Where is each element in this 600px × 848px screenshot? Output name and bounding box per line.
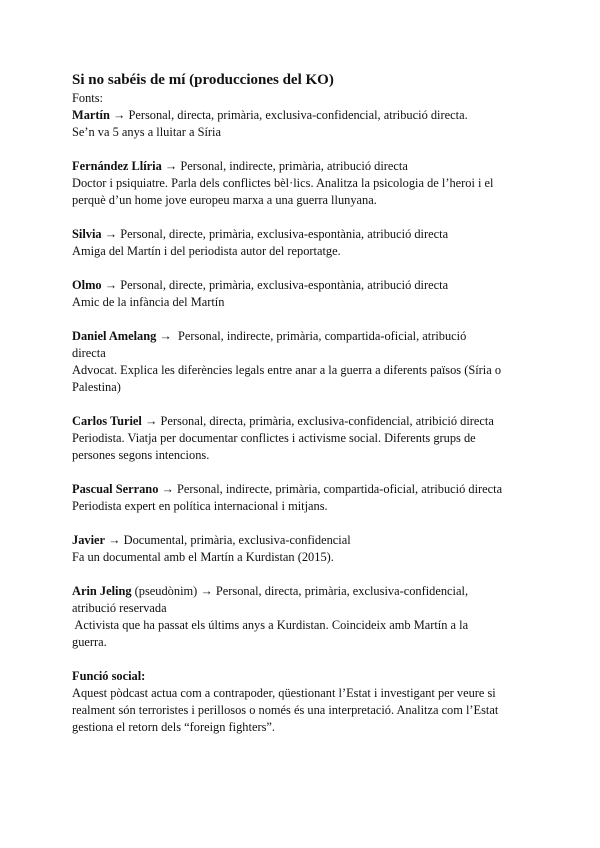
source-description: perquè d’un home jove europeu marxa a una guerra llunyana.	[72, 193, 377, 207]
source-classification-continued: atribució reservada	[72, 601, 167, 615]
source-name: Carlos Turiel	[72, 414, 142, 428]
source-name: Arin Jeling	[72, 584, 132, 598]
source-name: Javier	[72, 533, 106, 547]
source-name: Silvia	[72, 227, 102, 241]
source-entry	[72, 158, 560, 209]
source-description: persones segons intencions.	[72, 448, 210, 462]
source-description: Se’n va 5 anys a lluitar a Síria	[72, 125, 221, 139]
source-header-line	[72, 413, 560, 430]
social-function-section	[72, 668, 560, 736]
social-function-line: realment són terroristes i perillosos o només és una interpretació. Analitza com l’Estat	[72, 703, 499, 717]
source-header-line	[72, 277, 560, 294]
social-function-heading: Funció social:	[72, 669, 146, 683]
source-name: Daniel Amelang	[72, 329, 157, 343]
source-header-line	[72, 532, 560, 549]
social-function-line: Aquest pòdcast actua com a contrapoder, qüestionant l’Estat i investigant per veure si	[72, 686, 496, 700]
source-entry	[72, 226, 560, 260]
source-classification-continued: directa	[72, 346, 106, 360]
source-entry	[72, 413, 560, 464]
source-description: Fa un documental amb el Martín a Kurdistan (2015).	[72, 550, 334, 564]
source-entry	[72, 107, 560, 141]
source-classification: → Personal, directa, primària, exclusiva-confidencial, atribició directa	[141, 414, 494, 428]
document-title: Si no sabéis de mí (producciones del KO)	[72, 72, 334, 88]
source-description: Amiga del Martín i del periodista autor del reportatge.	[72, 244, 341, 258]
source-entry	[72, 532, 560, 566]
source-header-line	[72, 107, 560, 124]
social-function-line: gestiona el retorn dels “foreign fighters”.	[72, 720, 275, 734]
source-header-line	[72, 481, 560, 498]
source-classification: → Documental, primària, exclusiva-confidencial	[105, 533, 351, 547]
source-header-line	[72, 226, 560, 243]
sources-label: Fonts:	[72, 91, 103, 105]
source-entry	[72, 277, 560, 311]
source-name: Olmo	[72, 278, 102, 292]
source-name: Pascual Serrano	[72, 482, 159, 496]
source-header-line	[72, 583, 560, 600]
source-entry	[72, 481, 560, 515]
source-name: Martín	[72, 108, 110, 122]
source-classification: → Personal, indirecte, primària, compartida-oficial, atribució directa	[158, 482, 503, 496]
source-header-line	[72, 328, 560, 345]
source-classification: → Personal, directe, primària, exclusiva-espontània, atribució directa	[101, 227, 449, 241]
social-function-text	[72, 685, 560, 736]
source-header-line	[72, 158, 560, 175]
source-classification: → Personal, directa, primària, exclusiva-confidencial, atribució directa.	[109, 108, 468, 122]
source-description: Periodista expert en política internacional i mitjans.	[72, 499, 328, 513]
source-name: Fernández Llíria	[72, 159, 162, 173]
source-description: Periodista. Viatja per documentar conflictes i activisme social. Diferents grups de	[72, 431, 476, 445]
source-classification: → Personal, directe, primària, exclusiva-espontània, atribució directa	[101, 278, 449, 292]
source-description: Advocat. Explica les diferències legals entre anar a la guerra a diferents països (Síria o	[72, 363, 502, 377]
source-description: Doctor i psiquiatre. Parla dels conflictes bèl·lics. Analitza la psicologia de l’heroi i el	[72, 176, 494, 190]
source-description: Amic de la infància del Martín	[72, 295, 225, 309]
source-entry	[72, 583, 560, 651]
source-description: guerra.	[72, 635, 107, 649]
source-classification: → Personal, indirecte, primària, atribució directa	[161, 159, 408, 173]
sources-list	[72, 107, 560, 651]
source-description: Palestina)	[72, 380, 121, 394]
source-entry	[72, 328, 560, 396]
source-classification: → Personal, indirecte, primària, compartida-oficial, atribució	[156, 329, 467, 343]
source-classification: (pseudònim) → Personal, directa, primària, exclusiva-confidencial,	[131, 584, 469, 598]
source-description: Activista que ha passat els últims anys a Kurdistan. Coincideix amb Martín a la	[72, 618, 469, 632]
